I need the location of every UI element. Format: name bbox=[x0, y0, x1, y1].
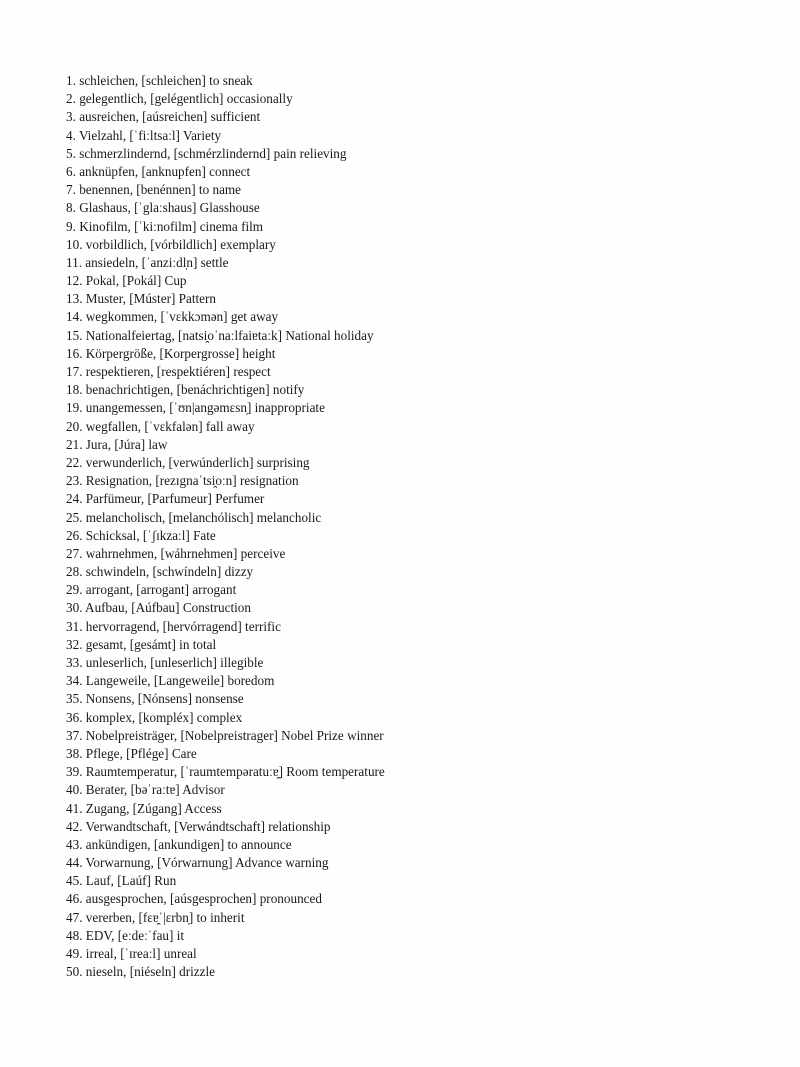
vocab-entry-3: 3. ausreichen, [aúsreichen] sufficient bbox=[66, 109, 261, 125]
vocab-entry-19: 19. unangemessen, [ˈʊn|angəmɛsn̩] inappropriate bbox=[66, 400, 325, 416]
vocabulary-list bbox=[66, 72, 385, 981]
vocab-entry-17: 17. respektieren, [respektiéren] respect bbox=[66, 364, 271, 379]
vocab-entry-39: 39. Raumtemperatur, [ˈraumtempəratuːɐ̯] Room temperature bbox=[66, 764, 385, 780]
vocab-entry-5: 5. schmerzlindernd, [schmérzlindernd] pain relieving bbox=[66, 145, 347, 161]
vocab-entry-9: 9. Kinofilm, [ˈkiːnofilm] cinema film bbox=[66, 218, 264, 234]
vocab-entry-26: 26. Schicksal, [ˈʃɪkzaːl] Fate bbox=[66, 527, 216, 543]
vocab-entry-29: 29. arrogant, [arrogant] arrogant bbox=[66, 582, 237, 598]
vocab-entry-44: 44. Vorwarnung, [Vórwarnung] Advance warning bbox=[66, 855, 329, 871]
vocab-entry-4: 4. Vielzahl, [ˈfiːltsaːl] Variety bbox=[66, 127, 222, 143]
vocab-entry-34: 34. Langeweile, [Langeweile] boredom bbox=[66, 673, 275, 689]
vocab-entry-36: 36. komplex, [kompléx] complex bbox=[66, 709, 243, 725]
vocab-entry-14: 14. wegkommen, [ˈvɛkkɔmən] get away bbox=[66, 309, 279, 325]
vocab-entry-48: 48. EDV, [eːdeːˈfau] it bbox=[66, 927, 185, 943]
vocab-entry-12: 12. Pokal, [Pokál] Cup bbox=[66, 273, 187, 289]
vocab-entry-10: 10. vorbildlich, [vórbildlich] exemplary bbox=[66, 236, 276, 252]
vocab-entry-37: 37. Nobelpreisträger, [Nobelpreistrager] Nobel Prize winner bbox=[66, 727, 384, 743]
vocab-entry-18: 18. benachrichtigen, [benáchrichtigen] notify bbox=[66, 382, 305, 398]
vocab-entry-2: 2. gelegentlich, [gelégentlich] occasionally bbox=[66, 91, 293, 107]
vocab-entry-8: 8. Glashaus, [ˈglaːshaus] Glasshouse bbox=[66, 200, 260, 216]
vocab-entry-31: 31. hervorragend, [hervórragend] terrific bbox=[66, 618, 281, 634]
vocab-entry-22: 22. verwunderlich, [verwúnderlich] surprising bbox=[66, 454, 310, 470]
vocab-entry-47: 47. vererben, [fɛɐ̯ˈ|ɛrbn̩] to inherit bbox=[66, 909, 245, 925]
vocab-entry-21: 21. Jura, [Júra] law bbox=[66, 436, 168, 452]
vocab-entry-7: 7. benennen, [benénnen] to name bbox=[66, 182, 242, 198]
vocab-entry-28: 28. schwindeln, [schwíndeln] dizzy bbox=[66, 564, 254, 580]
vocab-entry-16: 16. Körpergröße, [Korpergrosse] height bbox=[66, 345, 276, 361]
vocab-entry-50: 50. nieseln, [niéseln] drizzle bbox=[66, 964, 216, 980]
vocab-entry-40: 40. Berater, [bəˈraːtɐ] Advisor bbox=[66, 782, 225, 798]
vocab-entry-33: 33. unleserlich, [unleserlich] illegible bbox=[66, 655, 264, 670]
vocab-entry-23: 23. Resignation, [rezɪgnaˈtsi̯oːn] resignation bbox=[66, 473, 299, 489]
vocab-entry-27: 27. wahrnehmen, [wáhrnehmen] perceive bbox=[66, 545, 286, 561]
vocab-entry-24: 24. Parfümeur, [Parfumeur] Perfumer bbox=[66, 491, 265, 507]
vocab-entry-45: 45. Lauf, [Laúf] Run bbox=[66, 873, 177, 889]
vocab-entry-1: 1. schleichen, [schleichen] to sneak bbox=[66, 73, 253, 88]
vocab-entry-30: 30. Aufbau, [Aúfbau] Construction bbox=[66, 600, 251, 616]
vocab-entry-25: 25. melancholisch, [melanchólisch] melancholic bbox=[66, 509, 322, 525]
vocab-entry-13: 13. Muster, [Múster] Pattern bbox=[66, 291, 217, 307]
vocab-entry-46: 46. ausgesprochen, [aúsgesprochen] pronounced bbox=[66, 891, 322, 907]
vocab-entry-35: 35. Nonsens, [Nónsens] nonsense bbox=[66, 691, 244, 707]
vocab-entry-6: 6. anknüpfen, [anknupfen] connect bbox=[66, 163, 251, 179]
vocab-entry-41: 41. Zugang, [Zúgang] Access bbox=[66, 800, 222, 816]
vocab-entry-15: 15. Nationalfeiertag, [natsi̯oˈnaːlfaiɐtaːk] National holiday bbox=[66, 327, 374, 343]
vocab-entry-38: 38. Pflege, [Pflége] Care bbox=[66, 745, 197, 761]
vocab-entry-11: 11. ansiedeln, [ˈanziːdl̩n] settle bbox=[66, 254, 229, 270]
vocab-entry-49: 49. irreal, [ˈɪreaːl] unreal bbox=[66, 946, 197, 961]
vocab-entry-20: 20. wegfallen, [ˈvɛkfalən] fall away bbox=[66, 418, 255, 434]
vocab-entry-32: 32. gesamt, [gesámt] in total bbox=[66, 636, 217, 652]
vocab-entry-43: 43. ankündigen, [ankundigen] to announce bbox=[66, 836, 292, 852]
vocab-entry-42: 42. Verwandtschaft, [Verwándtschaft] relationship bbox=[66, 818, 331, 834]
